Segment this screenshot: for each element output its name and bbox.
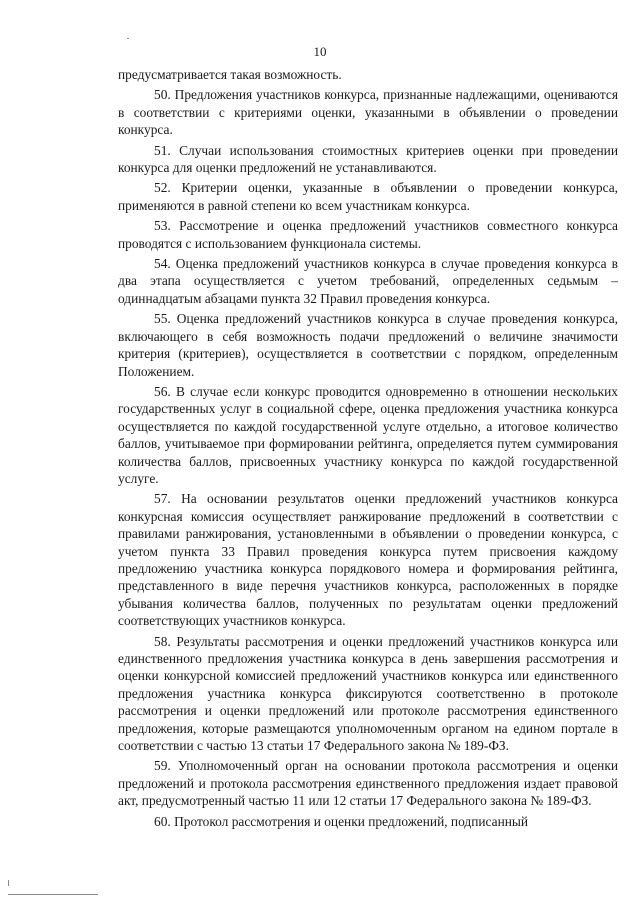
paragraph-54: 54. Оценка предложений участников конкурса в случае проведения конкурса в два этапа осуществляется с учетом требований, определенных седьмым – одиннадцатым абзацами пункта 32 Правил проведения конкурса. <box>118 256 618 306</box>
paragraph-57: 57. На основании результатов оценки предложений участников конкурса конкурсная комиссия осуществляет ранжирование предложений в соответствии с правилами ранжирования, установленными в объявлении о проведении конкурса, с учетом пункта 33 Правил проведения конкурса путем присвоения каждому предложению участника конкурса порядкового номера и формирования рейтинга, представленного в виде перечня участников конкурса, расположенных в порядке убывания количества баллов, полученных по результатам оценки предложений соответствующих участников конкурса. <box>118 491 618 629</box>
page-number: 10 <box>313 44 327 59</box>
paragraph-51: 51. Случаи использования стоимостных критериев оценки при проведении конкурса для оценки предложений не устанавливаются. <box>118 142 618 176</box>
scan-mark <box>127 38 129 39</box>
paragraph-60: 60. Протокол рассмотрения и оценки предложений, подписанный <box>154 813 529 829</box>
document-body <box>118 66 618 833</box>
paragraph-53: 53. Рассмотрение и оценка предложений участников совместного конкурса проводятся с использованием функционала системы. <box>118 218 618 251</box>
paragraph-continuation: предусматривается такая возможность. <box>118 67 342 82</box>
paragraph-52: 52. Критерии оценки, указанные в объявлении о проведении конкурса, применяются в равной степени ко всем участникам конкурса. <box>118 180 618 213</box>
paragraph-56: 56. В случае если конкурс проводится одновременно в отношении нескольких государственных услуг в социальной сфере, оценка предложения участника конкурса осуществляется по каждой государственной услуге отдельно, а итоговое количество баллов, учитываемое при формировании рейтинга, определяется путем суммирования количества баллов, присвоенных участнику конкурса по каждой государственной услуге. <box>118 383 618 486</box>
paragraph-59: 59. Уполномоченный орган на основании протокола рассмотрения и оценки предложений и протокола рассмотрения единственного предложения издает правовой акт, предусмотренный частью 11 или 12 статьи 17 Федерального закона № 189-ФЗ. <box>118 758 618 809</box>
paragraph-58: 58. Результаты рассмотрения и оценки предложений участников конкурса или единственного предложения участника конкурса в день завершения рассмотрения и оценки конкурсной комиссией предложений участников конкурса или единственного предложения участника конкурса фиксируются соответственно в протоколе рассмотрения и оценки предложений или протоколе рассмотрения единственного предложения, которые размещаются уполномоченным органом на едином портале в соответствии с частью 13 статьи 17 Федерального закона № 189-ФЗ. <box>118 633 618 754</box>
paragraph-55: 55. Оценка предложений участников конкурса в случае проведения конкурса, включающего в себя возможность подачи предложений о величине значимости критерия (критериев), осуществляется в соответствии с порядком, определенным Положением. <box>118 311 618 379</box>
scan-mark <box>8 880 9 886</box>
footer-rule <box>8 894 98 895</box>
paragraph-50: 50. Предложения участников конкурса, признанные надлежащими, оцениваются в соответствии с критериями оценки, указанными в объявлении о проведении конкурса. <box>118 87 618 138</box>
